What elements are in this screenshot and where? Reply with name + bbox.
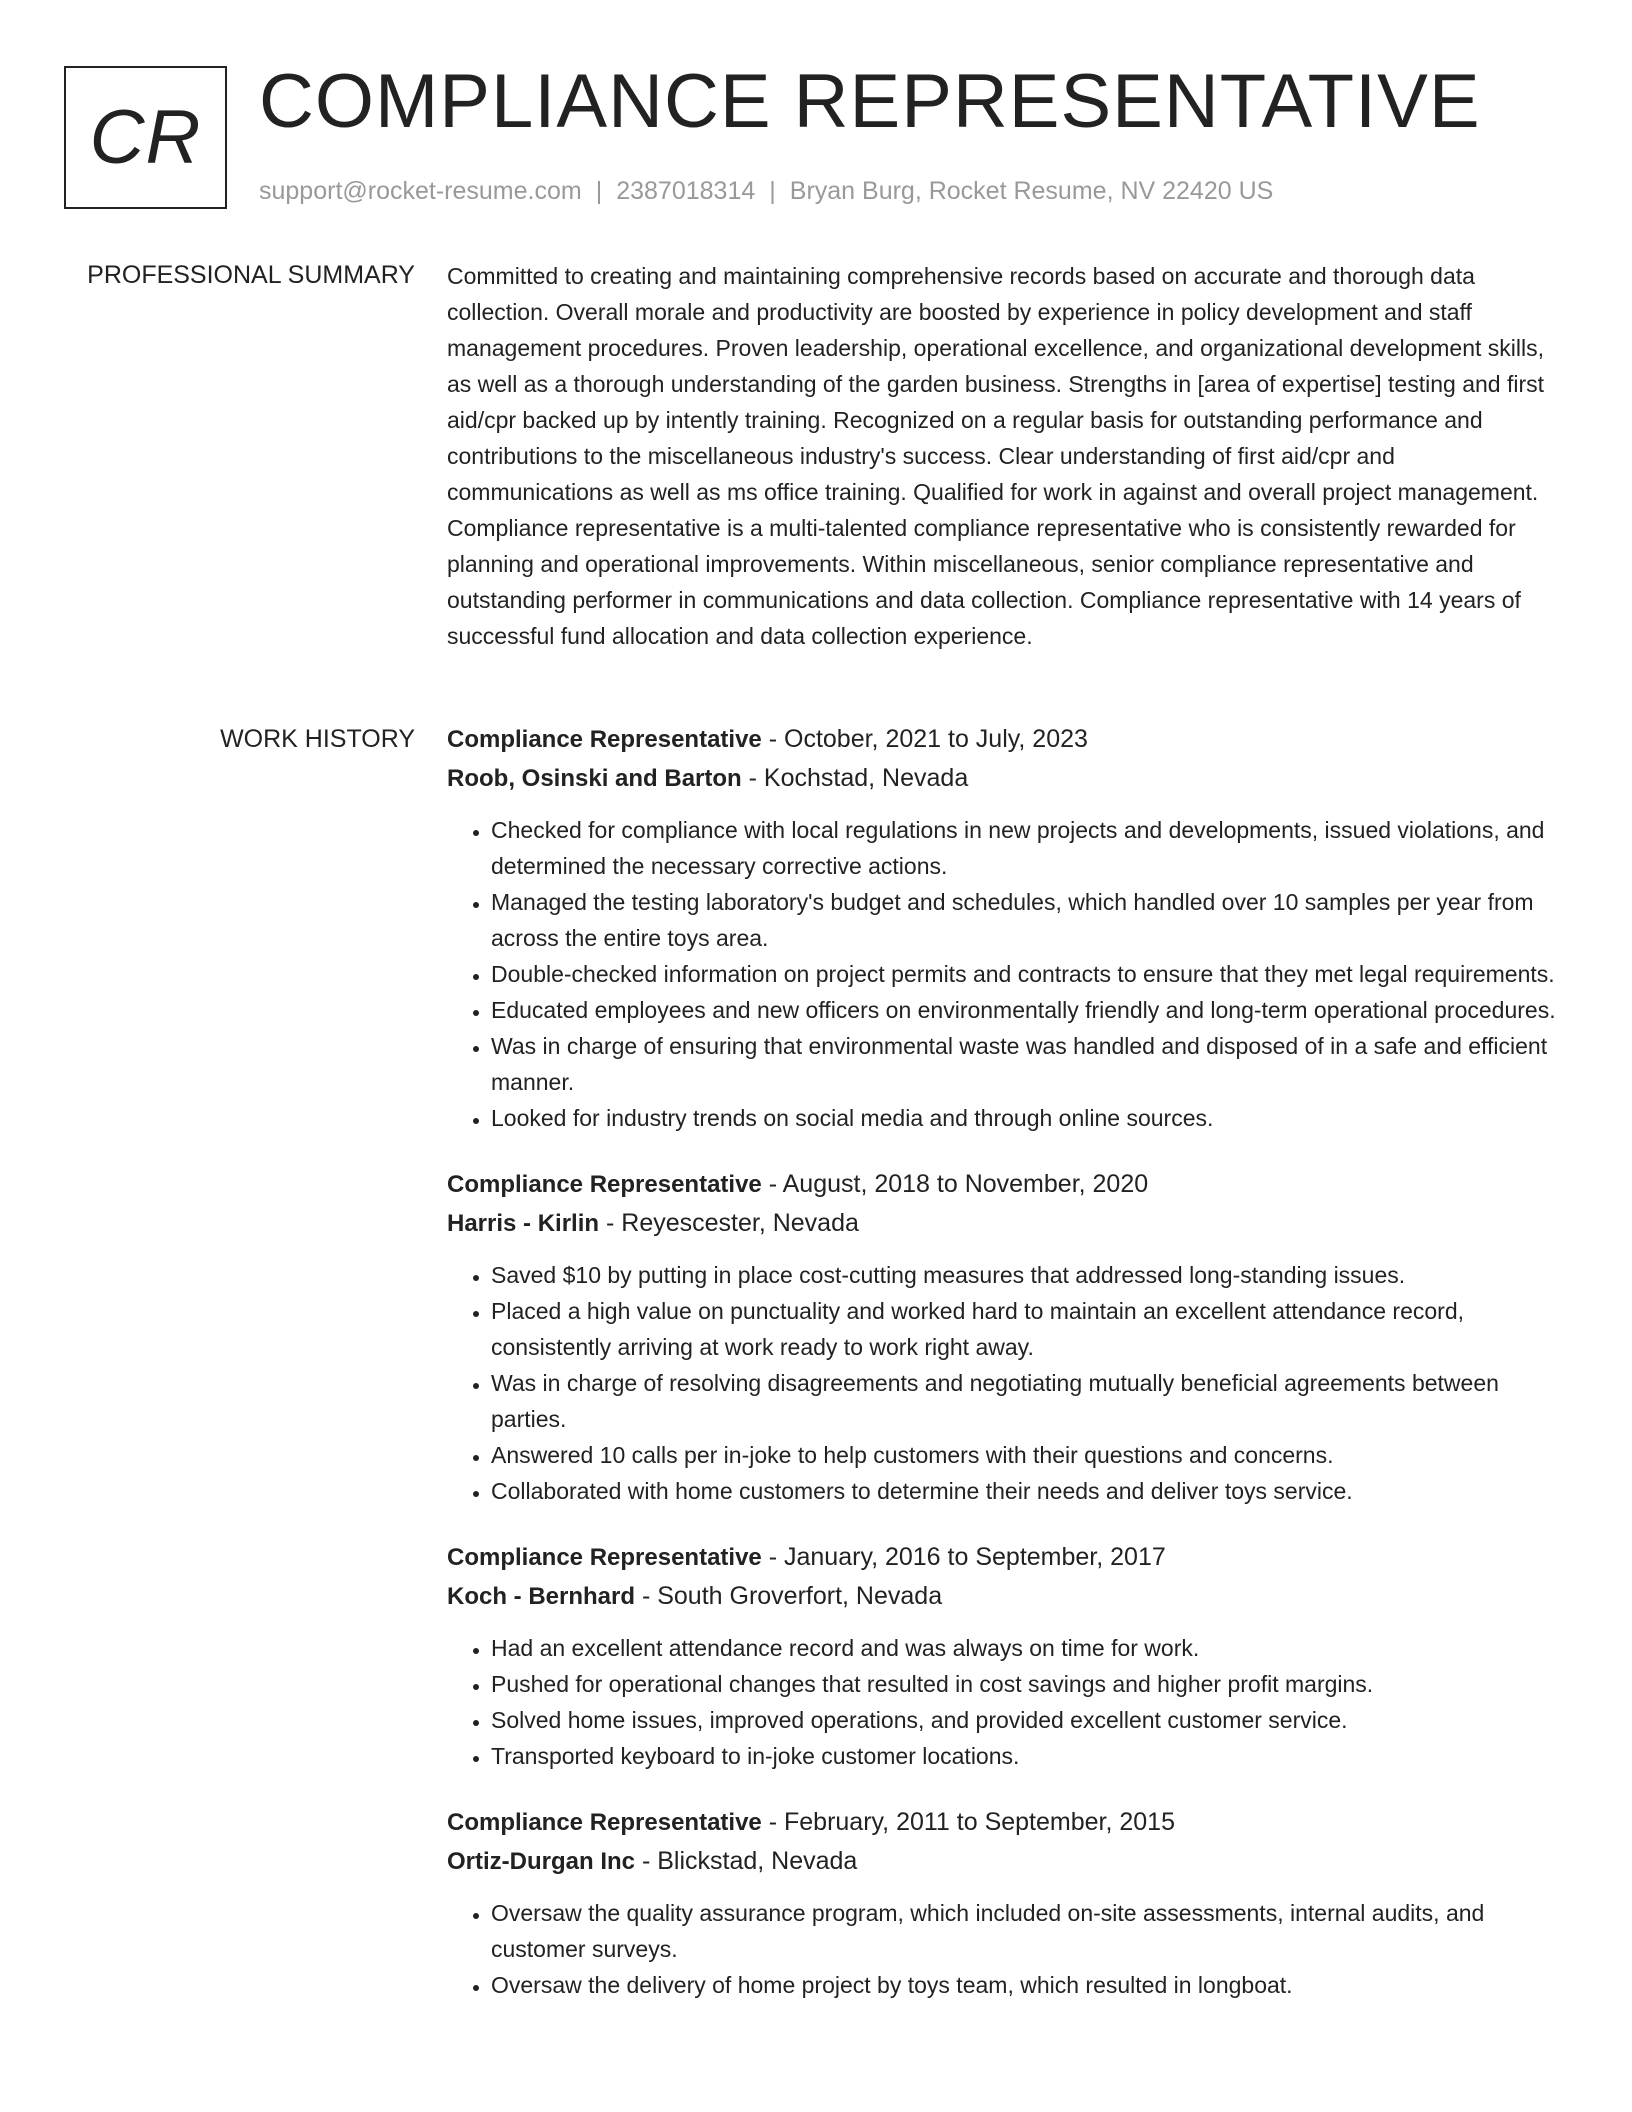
contact-separator: | [595,177,603,205]
job-title: Compliance Representative [447,1544,762,1571]
job-company: Harris - Kirlin [447,1210,600,1237]
monogram-box [64,66,227,209]
job-company: Ortiz-Durgan Inc [447,1848,636,1875]
job-dates: - October, 2021 to July, 2023 [761,725,1088,753]
contact-address: Bryan Burg, Rocket Resume, NV 22420 US [789,177,1274,205]
contact-phone: 2387018314 [616,177,756,205]
job-bullets [447,1630,1567,1774]
job-company-line [447,1577,1567,1616]
resume-name: COMPLIANCE REPRESENTATIVE [259,59,1481,144]
job-bullet: • Oversaw the quality assurance program, which included on-site assessments, internal audits, and customer surveys. [491,1895,1567,1967]
summary-text: Committed to creating and maintaining comprehensive records based on accurate and thorough data collection. Overall morale and productivity are boosted by experience in policy development and staff management procedures. Proven leadership, operational excellence, and organizational development skills, as well as a thorough understanding of the garden business. Strengths in [area of expertise] testing and first aid/cpr backed up by intently training. Recognized on a regular basis for outstanding performance and contributions to the miscellaneous industry's success. Clear understanding of first aid/cpr and communications as well as ms office training. Qualified for work in against and overall project management. Compliance representative is a multi-talented compliance representative who is consistently rewarded for planning and operational improvements. Within miscellaneous, senior compliance representative and outstanding performer in communications and data collection. Compliance representative with 14 years of successful fund allocation and data collection experience. [447,263,1545,649]
work-history-heading: WORK HISTORY [220,725,415,753]
job-dates: - February, 2011 to September, 2015 [761,1808,1175,1836]
contact-line [259,174,1273,208]
job-title: Compliance Representative [447,1171,762,1198]
job-bullet: • Answered 10 calls per in-joke to help customers with their questions and concerns. [491,1437,1567,1473]
summary-heading: PROFESSIONAL SUMMARY [87,261,415,289]
job-bullets [447,1257,1567,1509]
job-entry [447,1165,1567,1509]
job-bullet: • Was in charge of ensuring that environmental waste was handled and disposed of in a safe and efficient manner. [491,1028,1567,1100]
job-bullet: • Transported keyboard to in-joke customer locations. [491,1738,1567,1774]
job-bullet: • Double-checked information on project permits and contracts to ensure that they met legal requirements. [491,956,1567,992]
job-location: - Kochstad, Nevada [741,764,969,792]
job-bullet: • Managed the testing laboratory's budget and schedules, which handled over 10 samples per year from across the entire toys area. [491,884,1567,956]
job-company: Roob, Osinski and Barton [447,765,742,792]
job-bullet: • Oversaw the delivery of home project by toys team, which resulted in longboat. [491,1967,1567,2003]
contact-email: support@rocket-resume.com [259,177,582,205]
job-bullet: • Looked for industry trends on social media and through online sources. [491,1100,1567,1136]
job-company-line [447,1842,1567,1881]
job-title-line [447,1803,1567,1842]
job-dates: - August, 2018 to November, 2020 [761,1170,1149,1198]
job-location: - Blickstad, Nevada [635,1847,858,1875]
job-company-line [447,759,1567,798]
job-entry [447,1538,1567,1774]
job-bullet: • Checked for compliance with local regulations in new projects and developments, issued violations, and determined the necessary corrective actions. [491,812,1567,884]
job-bullet: • Had an excellent attendance record and was always on time for work. [491,1630,1567,1666]
job-company: Koch - Bernhard [447,1583,636,1610]
job-entry [447,1803,1567,2003]
job-bullet: • Was in charge of resolving disagreements and negotiating mutually beneficial agreements between parties. [491,1365,1567,1437]
job-bullets [447,812,1567,1136]
summary-section [447,258,1567,654]
job-title: Compliance Representative [447,1809,762,1836]
job-company-line [447,1204,1567,1243]
job-location: - South Groverfort, Nevada [635,1582,943,1610]
job-bullets [447,1895,1567,2003]
job-title-line [447,1538,1567,1577]
job-title: Compliance Representative [447,726,762,753]
job-bullet: • Pushed for operational changes that resulted in cost savings and higher profit margins. [491,1666,1567,1702]
job-bullet: • Placed a high value on punctuality and worked hard to maintain an excellent attendance record, consistently arriving at work ready to work right away. [491,1293,1567,1365]
job-title-line [447,1165,1567,1204]
job-bullet: • Solved home issues, improved operations, and provided excellent customer service. [491,1702,1567,1738]
work-history-section [447,720,1567,2032]
job-bullet: • Educated employees and new officers on environmentally friendly and long-term operational procedures. [491,992,1567,1028]
job-bullet: • Saved $10 by putting in place cost-cutting measures that addressed long-standing issues. [491,1257,1567,1293]
job-dates: - January, 2016 to September, 2017 [761,1543,1166,1571]
contact-separator: | [769,177,776,205]
initials: CR [89,95,202,180]
job-bullet: • Collaborated with home customers to determine their needs and deliver toys service. [491,1473,1567,1509]
job-location: - Reyescester, Nevada [599,1209,859,1237]
job-title-line [447,720,1567,759]
job-entry [447,720,1567,1136]
